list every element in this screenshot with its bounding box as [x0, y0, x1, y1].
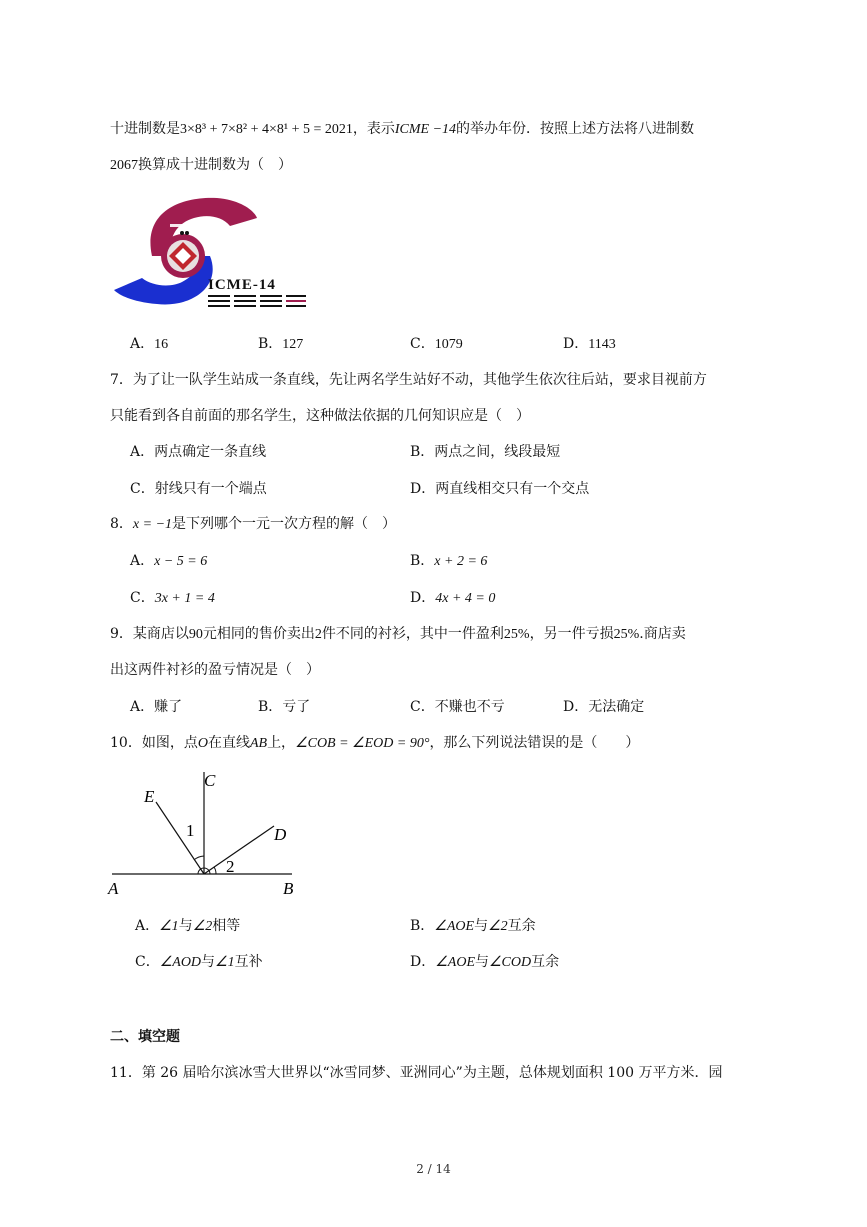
q10-option-a: A．∠1与∠2相等 [135, 918, 241, 934]
label-angle-1: 1 [186, 821, 195, 840]
q10-option-d: D．∠AOE与∠COD互余 [410, 954, 560, 970]
q7-option-d: D．两直线相交只有一个交点 [410, 481, 590, 497]
q8-option-a: A．x − 5 = 6 [130, 553, 208, 569]
icme-logo [112, 196, 312, 311]
angle-1-arc [194, 856, 204, 860]
label-b: B [283, 879, 294, 898]
q9-option-b: B．亏了 [258, 699, 311, 715]
q7-line2: 只能看到各自前面的那名学生，这种做法依据的几何知识应是（ ） [110, 408, 530, 424]
section-title: 二、填空题 [110, 1029, 180, 1045]
q9-line2: 出这两件衬衫的盈亏情况是（ ） [110, 662, 320, 678]
ray-od [204, 826, 274, 874]
page-number: 2 / 14 [416, 1162, 451, 1176]
q8-option-b: B．x + 2 = 6 [410, 553, 488, 569]
angle-2-arc [214, 867, 216, 874]
q6-text: 的举办年份．按照上述方法将八进制数 [456, 121, 695, 137]
q7-option-a: A．两点确定一条直线 [130, 444, 267, 460]
q10-option-b: B．∠AOE与∠2互余 [410, 918, 536, 934]
q6-text: 换算成十进制数为（ ） [138, 157, 292, 173]
q6-option-c: C．1079 [410, 336, 463, 352]
q9-option-d: D．无法确定 [563, 699, 645, 715]
q10-angle-figure [100, 764, 310, 899]
q6-formula: 3×8³ + 7×8² + 4×8¹ + 5 = 2021 [180, 122, 353, 137]
q6-formula: ICME −14 [394, 122, 457, 137]
logo-dots [170, 224, 214, 227]
q8-option-c: C．3x + 1 = 4 [130, 590, 215, 606]
q6-text: 十进制数是 [110, 121, 180, 137]
q7-line1: 7．为了让一队学生站成一条直线，先让两名学生站好不动，其他学生依次往后站，要求目视前方 [110, 372, 707, 388]
logo-dot [180, 231, 184, 235]
label-e: E [144, 787, 155, 806]
label-a: A [108, 879, 119, 898]
q9-option-c: C．不赚也不亏 [410, 699, 505, 715]
q6-option-b: B．127 [258, 336, 304, 352]
q6-option-a: A．16 [130, 336, 169, 352]
q8-option-d: D．4x + 4 = 0 [410, 590, 496, 606]
q7-option-b: B．两点之间，线段最短 [410, 444, 561, 460]
q10-option-c: C．∠AOD与∠1互补 [135, 954, 263, 970]
q9-option-a: A．赚了 [130, 699, 183, 715]
q7-option-c: C．射线只有一个端点 [130, 481, 267, 497]
q6-number: 2067 [110, 158, 138, 173]
ray-oe [156, 802, 204, 874]
q10-stem: 10．如图，点O在直线AB上，∠COB = ∠EOD = 90°，那么下列说法错误的是（ ） [110, 735, 640, 751]
label-angle-2: 2 [226, 857, 235, 876]
q6-line1 [110, 119, 694, 140]
q6-text: ，表示 [352, 121, 395, 137]
logo-stripes [208, 295, 306, 307]
q11-line1: 11．第 26 届哈尔滨冰雪大世界以“冰雪同梦、亚洲同心”为主题，总体规划面积 100 万平方米．园 [110, 1065, 723, 1081]
logo-dot [185, 231, 189, 235]
logo-text: ICME-14 [208, 277, 276, 293]
label-c: C [204, 771, 216, 790]
q8-stem: 8．x = −1是下列哪个一元一次方程的解（ ） [110, 516, 397, 532]
q6-option-d: D．1143 [563, 336, 616, 352]
q9-line1: 9．某商店以90元相同的售价卖出2件不同的衬衫，其中一件盈利25%，另一件亏损25%.商店卖 [110, 626, 686, 642]
q6-line2 [110, 155, 292, 176]
label-d: D [274, 825, 287, 844]
